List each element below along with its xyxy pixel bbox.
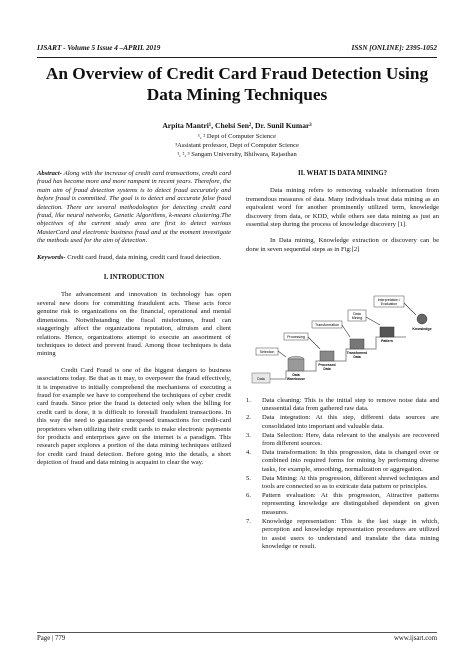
intro-paragraph-1: The advancement and innovation in technology has open several new doors for committing fraudulent acts. These acts force genuine risk to organizations on the financial, operational and mental dimensions. Notwithstanding the fiscal misfortunes, fraud can staggeringly affect the organizations reputation, altruism and client relations. Hence, organizations attempt to execute an assortment of techniques to detect and prevent fraud. Among those techniques is data mining [37,291,231,358]
section-heading-introduction: I. INTRODUCTION [103,274,165,282]
data-label: Data [257,377,265,381]
title-line-1: An Overview of Credit Card Fraud Detection Using [45,64,429,83]
authors: Arpita Mantri¹, Chelsi Sen², Dr. Sunil Kumar³ [162,121,312,130]
processed-label-2: Data [323,367,331,371]
warehouse-body [288,359,304,371]
processing-label: Processing [287,335,305,339]
journal-header [37,44,437,56]
dm-paragraph-1: Data mining refers to removing valuable information from tremendous measures of data. Many individuals treat data mining as an equivalent word for another prominently utilized term, knowledge discovery from data, or KDD, while others see data mining as just an essential step during the process of knowledge discovery [1]. [246,187,439,229]
arrow-selection [278,351,286,357]
interpretation-label-1: Interpretation / [377,298,401,302]
left-column [37,170,231,468]
abstract [37,170,231,246]
pattern-box [380,327,394,337]
footer-rule [37,632,437,633]
paper-title [30,63,444,105]
header-rule [37,57,437,58]
interpretation-label-2: Evaluation [380,302,398,306]
warehouse-label-1: Data [292,373,300,377]
kdd-step: 7. Knowledge representation: This is the last stage in which, perception and knowledge representation procedures are utilized to assist users to understand and translate the data mining knowledge or result. [246,517,439,550]
section-heading-data-mining: II. WHAT IS DATA MINING? [297,170,388,177]
kdd-step: 2. Data integration: At this step, different data sources are consolidated into important and valuable data. [246,414,439,430]
pattern-label: Pattern [381,339,393,343]
knowledge-icon [417,314,427,324]
journal-website-link[interactable]: www.ijsart.com [394,635,437,642]
transformation-label: Transformation [314,323,340,327]
kdd-step: 6. Pattern evaluation: At this progression, Attractive patterns representing knowledge are distinguished dependent on given measures. [246,491,439,516]
kdd-steps-list [246,397,439,551]
processed-label-1: Processed [318,363,336,367]
transformed-data-box [350,339,364,349]
kdd-step: 3. Data Selection: Here, data relevant to the analysis are recovered from different sources. [246,431,439,448]
abstract-text: Along with the increase of credit card transactions, credit card fraud has become more and more rampant in recent years. Therefore, the main aim of fraud detection systems is to detect fraud accurately and before fraud is committed. The goal is to detect and accurate false fraud detection. There are several methodologies for detecting credit card fraud, like neural networks, Genetic Algorithms, k-means clustering.The objectives of the current study area are first to detect various MasterCard and electronic business fraud and at the moment investigate the methods used for the aim of detection. [37,170,231,245]
issn: ISSN [ONLINE]: 2395-1052 [351,44,437,52]
affiliation-2: ³Assistant professor, Dept of Computer Science [175,142,299,149]
processed-data-box [320,351,334,361]
kdd-step: 5. Data Mining: At this progression, different shrewd techniques and tools are connected so as to extricate data pattern or principles. [246,474,439,491]
right-column-top [246,170,439,254]
warehouse-label-2: Warehouse [286,377,306,381]
abstract-label: Abstract- [37,170,62,177]
kdd-step: 1. Data cleaning: This is the initial step to remove noise data and unessential data from gathered raw data. [246,397,439,413]
keywords [37,254,231,262]
title-line-2: Data Mining Techniques [146,85,328,104]
keywords-label: Keywords- [37,253,66,261]
knowledge-label: Knowledge [412,327,432,331]
arrow-mining [366,317,380,325]
intro-paragraph-2: Credit Card Fraud is one of the biggest dangers to business associations today. Be that as it may, to overpower the fraud effectively, it is imperative to initially comprehend the mechanisms of executing a fraud for example we have to comprehend the techniques of cyber credit card frauds. Since prior the fraud is detected only when the billing for credit card is done, it is difficult to forestall fraudulent transactions. In this way the need to guarantee unexposed transactions for credit-card proprietors when utilizing their credit cards to make electronic payments for products and enterprises gave on the internet is a paradigm. This research paper explores a portion of the data mining techniques utilized for credit card fraud detection. Before going into the details, a short depiction of fraud and data mining is acquaint to clear the way. [37,366,231,467]
data-mining-label-1: Data [353,312,361,316]
selection-label: Selection [259,350,275,354]
transformed-label-1: Transformed [346,351,368,355]
page-number: Page | 779 [37,635,66,642]
arrow-evaluation [404,303,416,315]
journal-info: IJSART - Volume 5 Issue 4 –APRIL 2019 [37,44,161,52]
transformed-label-2: Data [353,355,361,359]
affiliation-1: ¹, ² Dept of Computer Science [198,133,276,140]
affiliation-3: ¹, ², ³ Sangam University, Bhilwara, Rajasthan [177,151,297,158]
dm-paragraph-2: In Data mining, Knowledge extraction or discovery can be done in seven sequential steps as in Fig:[2] [246,237,439,253]
right-column-steps [246,397,439,552]
data-mining-label-2: Mining [351,316,363,320]
arrow-transformation [342,325,350,337]
keywords-text: Credit card fraud, data mining, credit card fraud detection. [65,253,222,261]
kdd-process-figure [246,293,442,393]
kdd-step: 4. Data transformation: In this progression, data is changed over or combined into required forms for mining by performing diverse tasks, for example, smoothing, normalization or aggregation. [246,448,439,473]
arrow-processing [308,337,320,349]
